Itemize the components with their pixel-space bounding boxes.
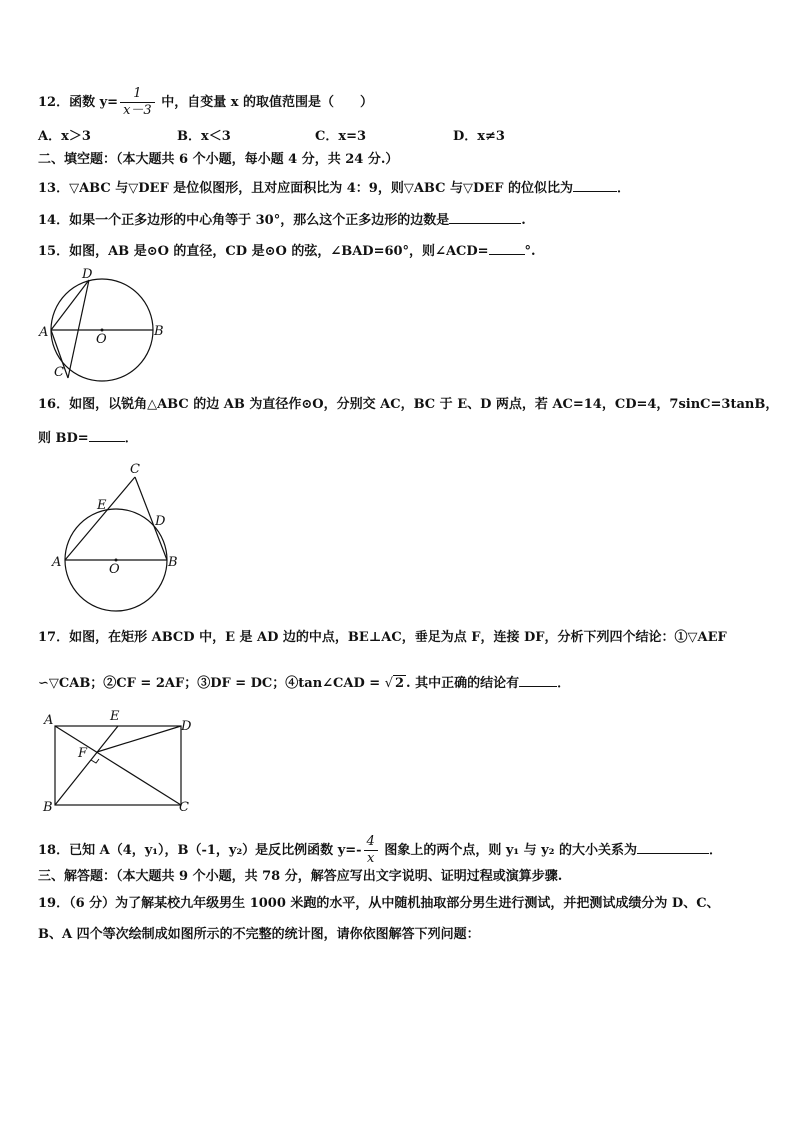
q17-sqrt-radicand: 2 [394, 676, 405, 691]
q15-end: °. [524, 244, 536, 259]
fig15-label-o: O [96, 332, 107, 347]
q12-frac-den: x－3 [123, 103, 152, 118]
q18-fraction [364, 834, 378, 867]
question-17-line-1: 17．如图，在矩形 ABCD 中，E 是 AD 边的中点，BE⊥AC，垂足为点 F，连接 DF，分析下列四个结论：①▽AEF [38, 630, 727, 645]
fig16-label-o: O [109, 562, 120, 577]
q18-prefix: 18．已知 A（4，y₁），B（-1，y₂）是反比例函数 y=- [38, 843, 362, 858]
question-14 [38, 209, 526, 230]
section-3-heading: 三、解答题：（本大题共 9 个小题，共 78 分，解答应写出文字说明、证明过程或演算步骤. [38, 869, 563, 884]
question-13 [38, 177, 630, 198]
fig17-label-b: B [43, 800, 53, 815]
fig15-label-d: D [82, 267, 93, 282]
figure-15-circle [30, 262, 180, 387]
question-16-line-2 [38, 427, 138, 448]
q14-end: . [521, 213, 526, 228]
q17-line2-b: . 其中正确的结论有 [406, 676, 520, 691]
q12-option-c: C．x=3 [315, 129, 367, 144]
figure-17-rectangle [38, 706, 198, 818]
question-12 [38, 86, 373, 119]
q18-frac-num: 4 [364, 834, 378, 851]
fig15-label-a: A [39, 325, 49, 340]
q12-option-d: D．x≠3 [453, 129, 505, 144]
fig15-label-c: C [54, 365, 64, 380]
fig17-label-a: A [44, 713, 54, 728]
q16-line2-text: 则 BD= [38, 431, 89, 446]
q16-answer-blank [89, 427, 125, 442]
question-18 [38, 834, 722, 867]
q16-end: ． [124, 431, 138, 446]
fig17-label-d: D [181, 719, 192, 734]
q14-answer-blank [449, 209, 521, 224]
fig17-label-c: C [179, 800, 189, 815]
q18-end: ． [708, 843, 722, 858]
q12-frac-num: 1 [120, 86, 155, 103]
fig16-label-d: D [155, 514, 166, 529]
question-17-line-2 [38, 672, 570, 693]
question-19-line-1: 19．（6 分）为了解某校九年级男生 1000 米跑的水平，从中随机抽取部分男生进行测试，并把测试成绩分为 D、C、 [38, 896, 720, 911]
q12-fraction [120, 86, 155, 119]
question-19-line-2: B、A 四个等次绘制成如图所示的不完整的统计图，请你依图解答下列问题： [38, 927, 480, 942]
figure-16-triangle-circle [48, 458, 188, 613]
question-15 [38, 240, 536, 261]
q17-end: ． [557, 676, 571, 691]
fig16-label-b: B [168, 555, 178, 570]
q18-answer-blank [637, 839, 709, 854]
q13-text: 13．▽ABC 与▽DEF 是位似图形，且对应面积比为 4：9，则▽ABC 与▽DEF 的位似比为 [38, 181, 573, 196]
q15-answer-blank [489, 240, 525, 255]
q18-frac-den: x [367, 851, 375, 866]
q13-end: ． [616, 181, 630, 196]
q12-option-a: A．x＞3 [38, 129, 91, 144]
fig17-label-e: E [110, 709, 120, 724]
q17-line2-a: ∽▽CAB；②CF = 2AF；③DF = DC；④tan∠CAD = [38, 676, 385, 691]
q12-prefix: 12．函数 y= [38, 95, 119, 110]
fig16-label-e: E [97, 498, 107, 513]
q12-option-b: B．x＜3 [177, 129, 231, 144]
q13-answer-blank [573, 177, 617, 192]
fig16-label-c: C [130, 462, 140, 477]
q17-answer-blank [519, 672, 557, 687]
fig15-label-b: B [154, 324, 164, 339]
q18-suffix: 图象上的两个点，则 y₁ 与 y₂ 的大小关系为 [379, 843, 637, 858]
fig16-label-a: A [52, 555, 62, 570]
q14-text: 14．如果一个正多边形的中心角等于 30°，那么这个正多边形的边数是 [38, 213, 450, 228]
question-16-line-1: 16．如图，以锐角△ABC 的边 AB 为直径作⊙O，分别交 AC，BC 于 E、D 两点，若 AC=14，CD=4，7sinC=3tanB， [38, 397, 779, 412]
fig17-label-f: F [78, 746, 88, 761]
q12-suffix: 中，自变量 x 的取值范围是（ ） [156, 95, 374, 110]
q15-text: 15．如图，AB 是⊙O 的直径，CD 是⊙O 的弦，∠BAD=60°，则∠ACD= [38, 244, 489, 259]
sqrt-symbol: √ [384, 676, 393, 691]
section-2-heading: 二、填空题：（本大题共 6 个小题，每小题 4 分，共 24 分.） [38, 152, 399, 167]
